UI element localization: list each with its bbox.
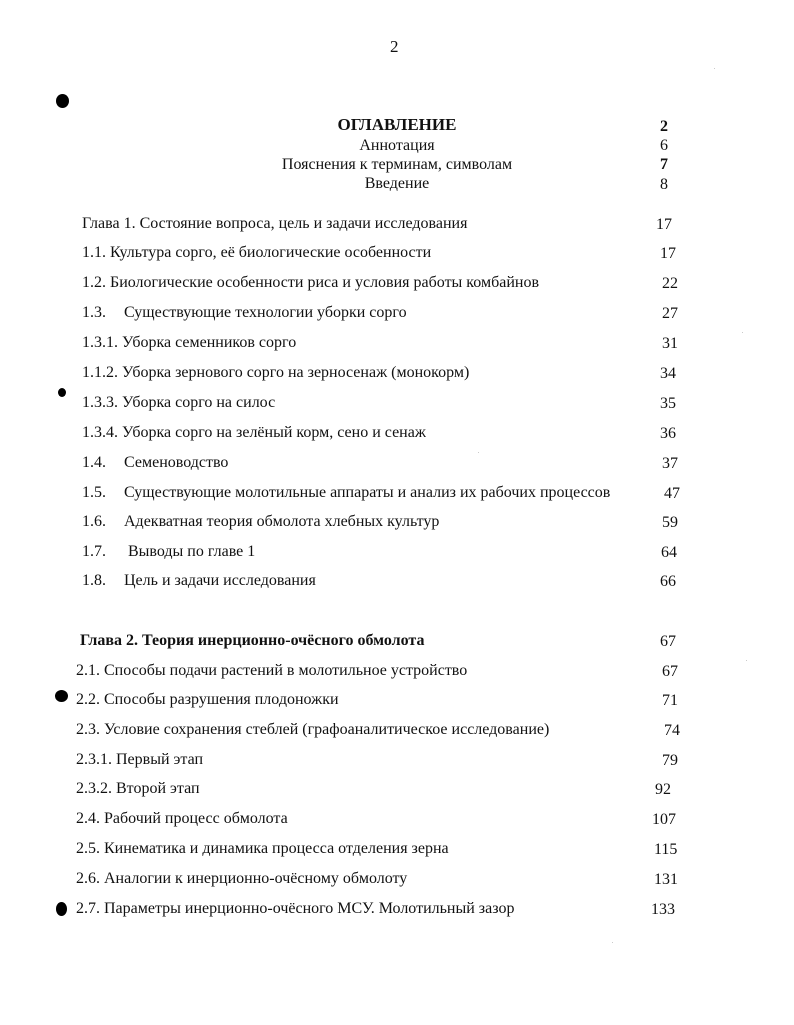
toc-entry-page: 71	[662, 692, 678, 709]
toc-entry	[76, 779, 200, 799]
toc-entry	[76, 839, 449, 859]
toc-entry-label: Кинематика и динамика процесса отделения зерна	[104, 840, 449, 857]
punch-hole-mark	[55, 690, 68, 702]
toc-entry-label: Семеноводство	[124, 454, 229, 471]
toc-entry-label: Способы подачи растений в молотильное устройство	[104, 662, 468, 679]
toc-entry-label: Адекватная теория обмолота хлебных культур	[124, 513, 440, 530]
toc-entry-number: 1.8.	[82, 572, 106, 589]
toc-entry-label: Существующие технологии уборки сорго	[124, 304, 407, 321]
toc-entry-label: Способы разрушения плодоножки	[104, 691, 339, 708]
chapter2-page: 67	[660, 633, 676, 650]
toc-entry-number: 1.3.4.	[82, 424, 118, 441]
toc-entry-number: 1.5.	[82, 484, 106, 501]
toc-entry-page: 27	[662, 305, 678, 322]
toc-entry	[76, 750, 203, 770]
toc-title-page: 2	[660, 118, 668, 135]
toc-entry	[82, 333, 296, 353]
toc-entry	[82, 483, 610, 503]
punch-hole-mark	[56, 902, 67, 916]
toc-entry-number: 1.6.	[82, 513, 106, 530]
page-number: 2	[390, 37, 399, 56]
toc-entry-label: Уборка семенников сорго	[122, 334, 297, 351]
toc-entry-label: Существующие молотильные аппараты и анализ их рабочих процессов	[124, 484, 611, 501]
toc-entry-number: 2.3.	[76, 721, 100, 738]
toc-entry-page: 47	[664, 485, 680, 502]
toc-entry-number: 2.4.	[76, 810, 100, 827]
chapter1-page: 17	[656, 216, 672, 233]
toc-entry-page: 107	[652, 811, 676, 828]
toc-entry-label: Уборка сорго на силос	[122, 394, 276, 411]
toc-entry-number: 1.1.	[82, 244, 106, 261]
toc-entry-number: 2.1.	[76, 662, 100, 679]
toc-entry-page: 64	[661, 544, 677, 561]
toc-title: ОГЛАВЛЕНИЕ	[337, 115, 457, 134]
toc-entry-label: Уборка сорго на зелёный корм, сено и сенаж	[122, 424, 426, 441]
terms-page: 7	[660, 156, 668, 173]
toc-entry-label: Условие сохранения стеблей (графоаналитическое исследование)	[104, 721, 550, 738]
toc-entry	[82, 243, 431, 263]
toc-entry-page: 35	[660, 395, 676, 412]
toc-entry-label: Биологические особенности риса и условия работы комбайнов	[110, 274, 540, 291]
scan-speck	[742, 332, 743, 333]
toc-entry	[76, 720, 549, 740]
toc-entry-number: 1.2.	[82, 274, 106, 291]
toc-entry	[82, 542, 255, 562]
toc-entry-page: 67	[662, 663, 678, 680]
toc-entry	[76, 690, 339, 710]
toc-entry-page: 36	[660, 425, 676, 442]
toc-entry-label: Цель и задачи исследования	[124, 572, 316, 589]
toc-entry-number: 2.7.	[76, 900, 100, 917]
annotation-page: 6	[660, 137, 668, 154]
toc-entry	[82, 393, 275, 413]
terms-label: Пояснения к терминам, символам	[281, 156, 513, 173]
toc-entry-page: 34	[660, 365, 676, 382]
toc-entry-label: Первый этап	[116, 751, 204, 768]
chapter1-title: Глава 1. Состояние вопроса, цель и задачи исследования	[82, 215, 468, 232]
toc-entry-page: 115	[654, 841, 678, 858]
toc-entry-number: 2.6.	[76, 870, 100, 887]
toc-entry	[82, 512, 439, 532]
toc-entry-label: Второй этап	[116, 780, 200, 797]
toc-entry	[82, 571, 316, 591]
toc-entry-number: 2.3.1.	[76, 751, 112, 768]
toc-entry	[76, 661, 467, 681]
toc-entry-label: Параметры инерционно-очёсного МСУ. Молотильный зазор	[104, 900, 515, 917]
toc-entry	[82, 303, 407, 323]
toc-entry-page: 31	[662, 335, 678, 352]
toc-entry-number: 1.4.	[82, 454, 106, 471]
toc-entry-label: Рабочий процесс обмолота	[104, 810, 288, 827]
toc-entry-page: 59	[662, 514, 678, 531]
toc-entry-number: 1.1.2.	[82, 364, 118, 381]
scan-speck	[746, 660, 747, 661]
toc-entry-number: 2.3.2.	[76, 780, 112, 797]
toc-entry-label: Уборка зернового сорго на зерносенаж (монокорм)	[122, 364, 470, 381]
toc-entry-page: 79	[662, 752, 678, 769]
toc-entry	[82, 423, 426, 443]
chapter2-title: Глава 2. Теория инерционно-очёсного обмолота	[80, 632, 425, 649]
punch-hole-mark	[56, 94, 69, 108]
toc-entry-number: 1.3.	[82, 304, 106, 321]
toc-entry-page: 37	[662, 455, 678, 472]
toc-entry-page: 74	[664, 722, 680, 739]
toc-entry	[82, 273, 539, 293]
toc-entry-page: 92	[655, 781, 671, 798]
toc-entry-number: 1.7.	[82, 543, 106, 560]
introduction-label: Введение	[364, 175, 430, 192]
scan-speck	[612, 942, 613, 943]
toc-entry	[76, 869, 407, 889]
punch-hole-mark	[58, 388, 66, 397]
toc-entry	[76, 809, 288, 829]
introduction-page: 8	[660, 176, 668, 193]
toc-entry-page: 133	[651, 901, 675, 918]
toc-entry-page: 17	[660, 245, 676, 262]
toc-entry-label: Аналогии к инерционно-очёсному обмолоту	[104, 870, 408, 887]
toc-entry-number: 1.3.1.	[82, 334, 118, 351]
toc-entry-number: 2.5.	[76, 840, 100, 857]
annotation-label: Аннотация	[359, 137, 435, 154]
toc-entry-page: 131	[654, 871, 678, 888]
toc-entry-number: 2.2.	[76, 691, 100, 708]
scan-speck	[478, 452, 479, 453]
toc-entry-number: 1.3.3.	[82, 394, 118, 411]
toc-entry	[76, 899, 514, 919]
toc-entry	[82, 363, 469, 383]
toc-entry-label: Культура сорго, её биологические особенности	[110, 244, 432, 261]
scan-speck	[714, 68, 715, 69]
toc-entry	[82, 453, 228, 473]
toc-entry-page: 66	[660, 573, 676, 590]
toc-entry-label: Выводы по главе 1	[128, 543, 256, 560]
toc-entry-page: 22	[662, 275, 678, 292]
